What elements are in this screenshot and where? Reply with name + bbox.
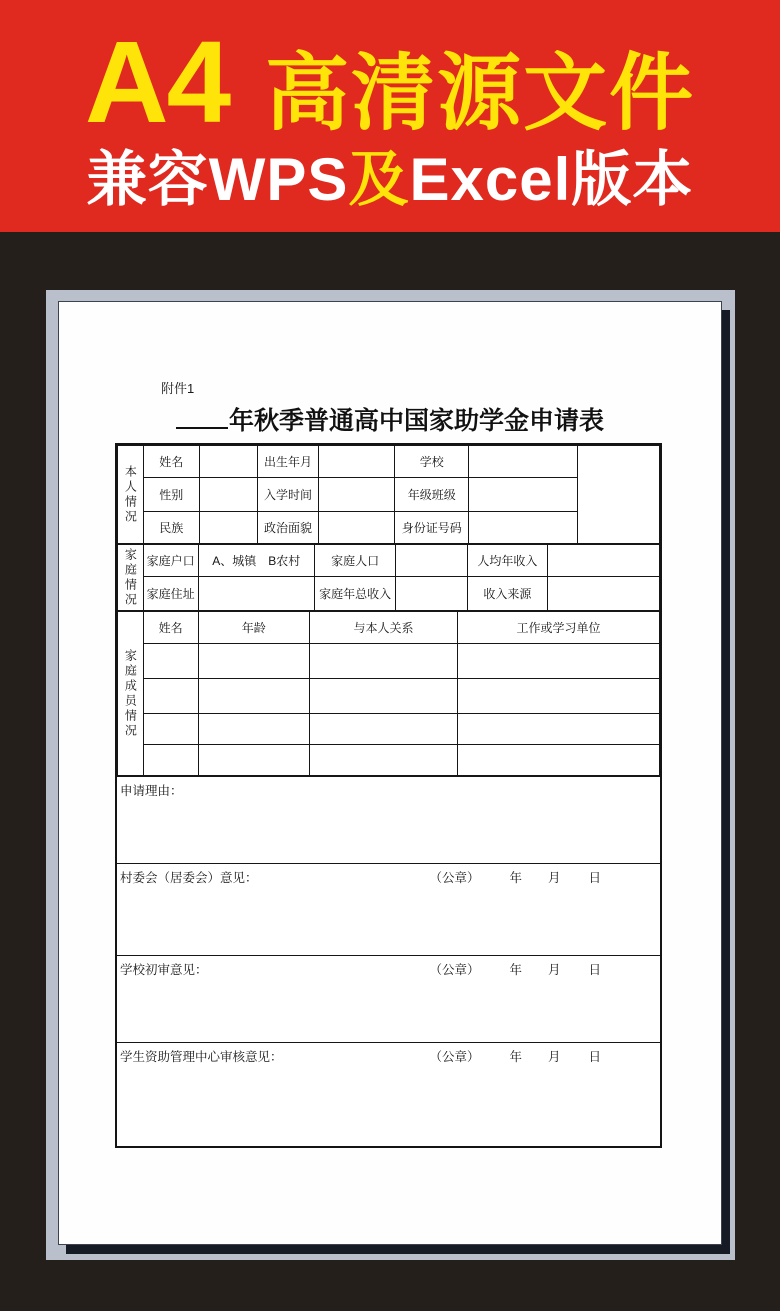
value-name <box>199 446 258 478</box>
value-family-size <box>396 545 468 577</box>
subtitle-part2: 及 <box>348 146 410 213</box>
member-header-age: 年龄 <box>198 612 309 644</box>
label-political-status: 政治面貌 <box>258 512 319 544</box>
label-grade-class: 年级班级 <box>395 478 469 512</box>
year-label: 年 <box>509 963 522 977</box>
promo-banner <box>0 0 780 232</box>
village-committee-opinion-box <box>117 863 660 955</box>
member-cell-empty <box>458 644 660 679</box>
member-cell-empty <box>143 644 198 679</box>
paper-frame <box>46 290 735 1260</box>
subtitle-part1: 兼容WPS <box>86 146 349 213</box>
member-header-name: 姓名 <box>143 612 198 644</box>
personal-sidebar-label: 本人情况 <box>123 464 138 525</box>
value-id-number <box>469 512 578 544</box>
member-cell-empty <box>458 745 660 776</box>
month-label: 月 <box>547 1050 561 1064</box>
day-label: 日 <box>588 871 601 885</box>
label-annual-income: 家庭年总收入 <box>314 577 396 611</box>
hd-source-label: 高清源文件 <box>265 46 696 140</box>
label-id-number: 身份证号码 <box>395 512 469 544</box>
table-row <box>118 446 660 478</box>
value-per-capita-income <box>547 545 659 577</box>
value-home-address <box>198 577 314 611</box>
member-cell-empty <box>143 714 198 745</box>
application-form-table <box>115 443 662 1148</box>
member-header-workunit: 工作或学习单位 <box>458 612 660 644</box>
member-cell-empty <box>309 745 457 776</box>
table-row <box>118 644 660 679</box>
year-label: 年 <box>509 1050 522 1064</box>
official-seal-label: （公章） <box>429 871 480 885</box>
application-reason-label: 申请理由： <box>120 784 183 798</box>
member-cell-empty <box>458 714 660 745</box>
label-school: 学校 <box>395 446 469 478</box>
value-birthdate <box>318 446 395 478</box>
photo-cell <box>578 446 660 544</box>
table-row <box>118 679 660 714</box>
banner-headline <box>84 17 696 147</box>
day-label: 日 <box>588 963 601 977</box>
school-review-opinion-label: 学校初审意见： <box>120 963 208 977</box>
year-label: 年 <box>509 871 522 885</box>
value-grade-class <box>469 478 578 512</box>
official-seal-label: （公章） <box>429 1050 480 1064</box>
value-political-status <box>318 512 395 544</box>
table-row <box>118 577 660 611</box>
table-row <box>118 745 660 776</box>
member-cell-empty <box>198 745 309 776</box>
members-sidebar-cell <box>118 612 144 776</box>
table-row <box>118 612 660 644</box>
official-seal-label: （公章） <box>429 963 480 977</box>
member-cell-empty <box>143 745 198 776</box>
value-income-source <box>547 577 659 611</box>
family-sidebar-label: 家庭情况 <box>123 547 138 608</box>
table-row <box>118 714 660 745</box>
label-per-capita-income: 人均年收入 <box>468 545 548 577</box>
aid-center-review-opinion-box <box>117 1042 660 1146</box>
member-header-relation: 与本人关系 <box>309 612 457 644</box>
attachment-note: 附件1 <box>161 381 195 396</box>
personal-sidebar-cell <box>118 446 144 544</box>
value-household-options: A、城镇 B农村 <box>198 545 314 577</box>
village-committee-opinion-label: 村委会（居委会）意见： <box>120 871 258 885</box>
form-title <box>59 406 721 436</box>
paper <box>58 301 722 1245</box>
member-cell-empty <box>309 714 457 745</box>
label-enroll-time: 入学时间 <box>258 478 319 512</box>
personal-info-section <box>117 445 660 544</box>
month-label: 月 <box>547 963 561 977</box>
label-family-size: 家庭人口 <box>314 545 396 577</box>
value-ethnicity <box>199 512 258 544</box>
member-cell-empty <box>198 644 309 679</box>
member-cell-empty <box>198 679 309 714</box>
label-birthdate: 出生年月 <box>258 446 319 478</box>
value-school <box>469 446 578 478</box>
member-cell-empty <box>309 644 457 679</box>
school-review-opinion-box <box>117 955 660 1042</box>
members-sidebar-label: 家庭成员情况 <box>123 648 138 739</box>
subtitle-part3: Excel版本 <box>409 146 694 213</box>
family-sidebar-cell <box>118 545 144 611</box>
member-cell-empty <box>143 679 198 714</box>
aid-center-review-opinion-label: 学生资助管理中心审核意见： <box>120 1050 283 1064</box>
family-info-section <box>117 544 660 611</box>
member-cell-empty <box>458 679 660 714</box>
table-row <box>118 545 660 577</box>
label-name: 姓名 <box>143 446 199 478</box>
title-blank-line <box>176 425 228 429</box>
banner-subtitle <box>86 146 694 213</box>
a4-label: A4 <box>84 17 230 147</box>
label-income-source: 收入来源 <box>468 577 548 611</box>
value-enroll-time <box>318 478 395 512</box>
label-gender: 性别 <box>143 478 199 512</box>
label-ethnicity: 民族 <box>143 512 199 544</box>
day-label: 日 <box>588 1050 601 1064</box>
member-cell-empty <box>309 679 457 714</box>
member-cell-empty <box>198 714 309 745</box>
label-household-type: 家庭户口 <box>143 545 198 577</box>
application-reason-box <box>117 776 660 863</box>
value-gender <box>199 478 258 512</box>
family-members-section <box>117 611 660 776</box>
value-annual-income <box>396 577 468 611</box>
label-home-address: 家庭住址 <box>143 577 198 611</box>
month-label: 月 <box>547 871 561 885</box>
form-title-text: 年秋季普通高中国家助学金申请表 <box>228 407 604 435</box>
